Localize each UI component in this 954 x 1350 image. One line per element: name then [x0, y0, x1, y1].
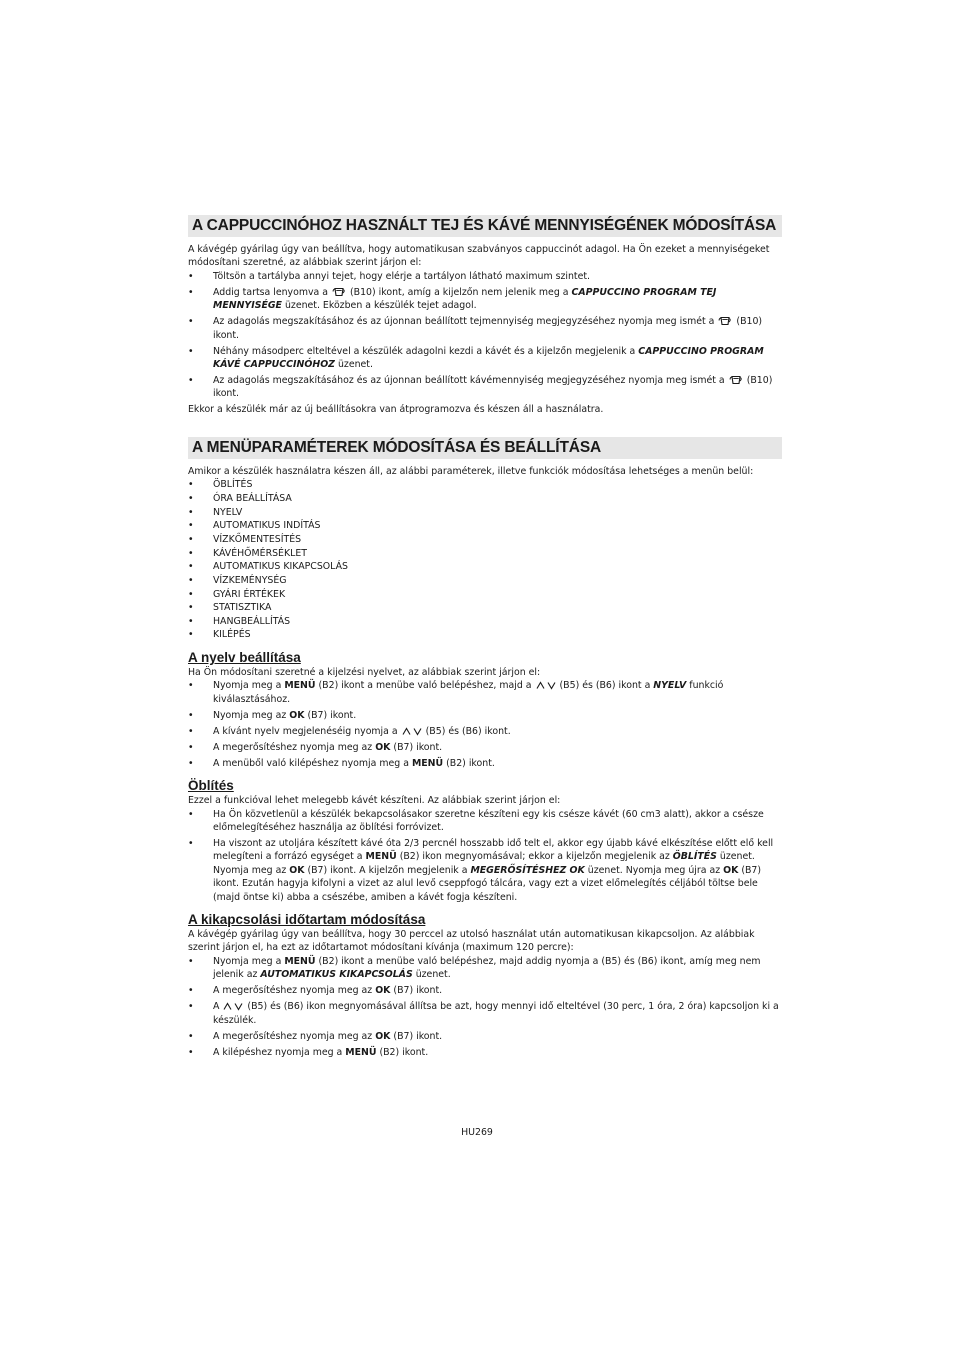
list-item: • Nyomja meg a MENÜ (B2) ikont a menübe való belépéshez, majd a (B5) és (B6) ikont a NYELV funkció kiválasztásához.	[188, 679, 782, 706]
up-down-arrows-icon	[402, 727, 422, 736]
milk-jug-icon	[718, 315, 732, 326]
menu-parameter-list	[188, 478, 782, 642]
menu-parameter-item: • AUTOMATIKUS INDÍTÁS	[188, 519, 782, 532]
section-title-cappuccino: A CAPPUCCINÓHOZ HASZNÁLT TEJ ÉS KÁVÉ MENNYISÉGÉNEK MÓDOSÍTÁSA	[188, 215, 782, 237]
shutoff-intro: A kávégép gyárilag úgy van beállítva, hogy 30 perccel az utolsó használat után automatikusan kikapcsoljon. Az alábbiak szerint járjon el, ha ezt az időtartamot módosítani kívánja (maximum 120 percre):	[188, 928, 755, 954]
subheading-rinse: Öblítés	[188, 778, 234, 794]
subheading-language: A nyelv beállítása	[188, 649, 301, 665]
shutoff-steps	[188, 955, 782, 1059]
subheading-shutoff: A kikapcsolási időtartam módosítása	[188, 911, 426, 927]
up-down-arrows-icon	[223, 1002, 243, 1011]
cappuccino-intro: A kávégép gyárilag úgy van beállítva, hogy automatikusan szabványos cappuccinót adagol. Ha Ön ezeket a mennyiségeket módosítani szeretné, az alábbiak szerint járjon el:	[188, 244, 770, 269]
page-content	[188, 215, 782, 1062]
list-item: • Töltsön a tartályba annyi tejet, hogy elérje a tartályon látható maximum szintet.	[188, 270, 782, 283]
language-steps	[188, 679, 782, 770]
menu-parameter-item: • KÁVÉHŐMÉRSÉKLET	[188, 547, 782, 560]
list-item: • Nyomja meg az OK (B7) ikont.	[188, 709, 782, 722]
menu-parameter-item: • STATISZTIKA	[188, 601, 782, 614]
list-item: • A kilépéshez nyomja meg a MENÜ (B2) ikont.	[188, 1046, 782, 1059]
menu-parameter-item: • AUTOMATIKUS KIKAPCSOLÁS	[188, 560, 782, 573]
menu-parameter-item: • VÍZKEMÉNYSÉG	[188, 574, 782, 587]
menu-parameter-item: • ÓRA BEÁLLÍTÁSA	[188, 492, 782, 505]
list-item: • A megerősítéshez nyomja meg az OK (B7) ikont.	[188, 1030, 782, 1043]
cappuccino-outro: Ekkor a készülék már az új beállításokra van átprogramozva és készen áll a használatra.	[188, 404, 604, 416]
menu-intro: Amikor a készülék használatra készen áll, az alábbi paraméterek, illetve funkciók módosítása lehetséges a menün belül:	[188, 465, 754, 477]
rinse-steps	[188, 808, 782, 904]
list-item: • A kívánt nyelv megjelenéséig nyomja a (B5) és (B6) ikont.	[188, 725, 782, 738]
menu-parameter-item: • GYÁRI ÉRTÉKEK	[188, 588, 782, 601]
list-item: • Ha Ön közvetlenül a készülék bekapcsolásakor szeretne készíteni egy kis csésze kávét (60 cm3 alatt), akkor a csésze előmelegítéséhez használja az öblítési forróvizet.	[188, 808, 782, 835]
cappuccino-steps	[188, 270, 782, 401]
list-item: • Ha viszont az utoljára készített kávé óta 2/3 percnél hosszabb idő telt el, akkor egy újabb kávé elkészítése előtt elő kell melegíteni a forrázó egységet a MENÜ (B2) ikon megnyomásával; ekkor a kijelzőn megjelenik az ÖBLÍTÉS üzenet. Nyomja meg az OK (B7) ikont. A kijelzőn megjelenik a MEGERŐSÍTÉSHEZ OK üzenet. Nyomja meg újra az OK (B7) ikont. Ezután hagyja kifolyni a vizet az alul levő cseppfogó tálcára, vagy ezt a vizet előmelegítés céljából töltse bele (majd öntse ki) abba a csészébe, amiben a kávét fogja készíteni.	[188, 837, 782, 904]
list-item: • A (B5) és (B6) ikon megnyomásával állítsa be azt, hogy mennyi idő elteltével (30 perc, 1 óra, 2 óra) kapcsoljon ki a készülék.	[188, 1000, 782, 1027]
list-item: • A menüből való kilépéshez nyomja meg a MENÜ (B2) ikont.	[188, 757, 782, 770]
rinse-intro: Ezzel a funkcióval lehet melegebb kávét készíteni. Az alábbiak szerint járjon el:	[188, 795, 561, 807]
list-item: • Nyomja meg a MENÜ (B2) ikont a menübe való belépéshez, majd addig nyomja a (B5) és (B6) ikont, amíg meg nem jelenik az AUTOMATIKUS KIKAPCSOLÁS üzenet.	[188, 955, 782, 982]
milk-jug-icon	[332, 286, 346, 297]
menu-parameter-item: • NYELV	[188, 506, 782, 519]
list-item: • A megerősítéshez nyomja meg az OK (B7) ikont.	[188, 741, 782, 754]
list-item: • Az adagolás megszakításához és az újonnan beállított tejmennyiség megjegyzéséhez nyomja meg ismét a (B10) ikont.	[188, 315, 782, 342]
milk-jug-icon	[729, 374, 743, 385]
language-intro: Ha Ön módosítani szeretné a kijelzési nyelvet, az alábbiak szerint járjon el:	[188, 666, 541, 678]
page-number: HU269	[461, 1127, 493, 1138]
list-item: • A megerősítéshez nyomja meg az OK (B7) ikont.	[188, 984, 782, 997]
menu-parameter-item: • VÍZKŐMENTESÍTÉS	[188, 533, 782, 546]
menu-parameter-item: • HANGBEÁLLÍTÁS	[188, 615, 782, 628]
list-item: • Néhány másodperc elteltével a készülék adagolni kezdi a kávét és a kijelzőn megjelenik a CAPPUCCINO PROGRAM KÁVÉ CAPPUCCINÓHOZ üzenet.	[188, 345, 782, 372]
list-item: • Az adagolás megszakításához és az újonnan beállított kávémennyiség megjegyzéséhez nyomja meg ismét a (B10) ikont.	[188, 374, 782, 401]
menu-parameter-item: • KILÉPÉS	[188, 628, 782, 641]
list-item: • Addig tartsa lenyomva a (B10) ikont, amíg a kijelzőn nem jelenik meg a CAPPUCCINO PROGRAM TEJ MENNYISÉGE üzenet. Eközben a készülék tejet adagol.	[188, 286, 782, 313]
menu-parameter-item: • ÖBLÍTÉS	[188, 478, 782, 491]
section-title-menu: A MENÜPARAMÉTEREK MÓDOSÍTÁSA ÉS BEÁLLÍTÁSA	[188, 437, 782, 459]
up-down-arrows-icon	[536, 681, 556, 690]
